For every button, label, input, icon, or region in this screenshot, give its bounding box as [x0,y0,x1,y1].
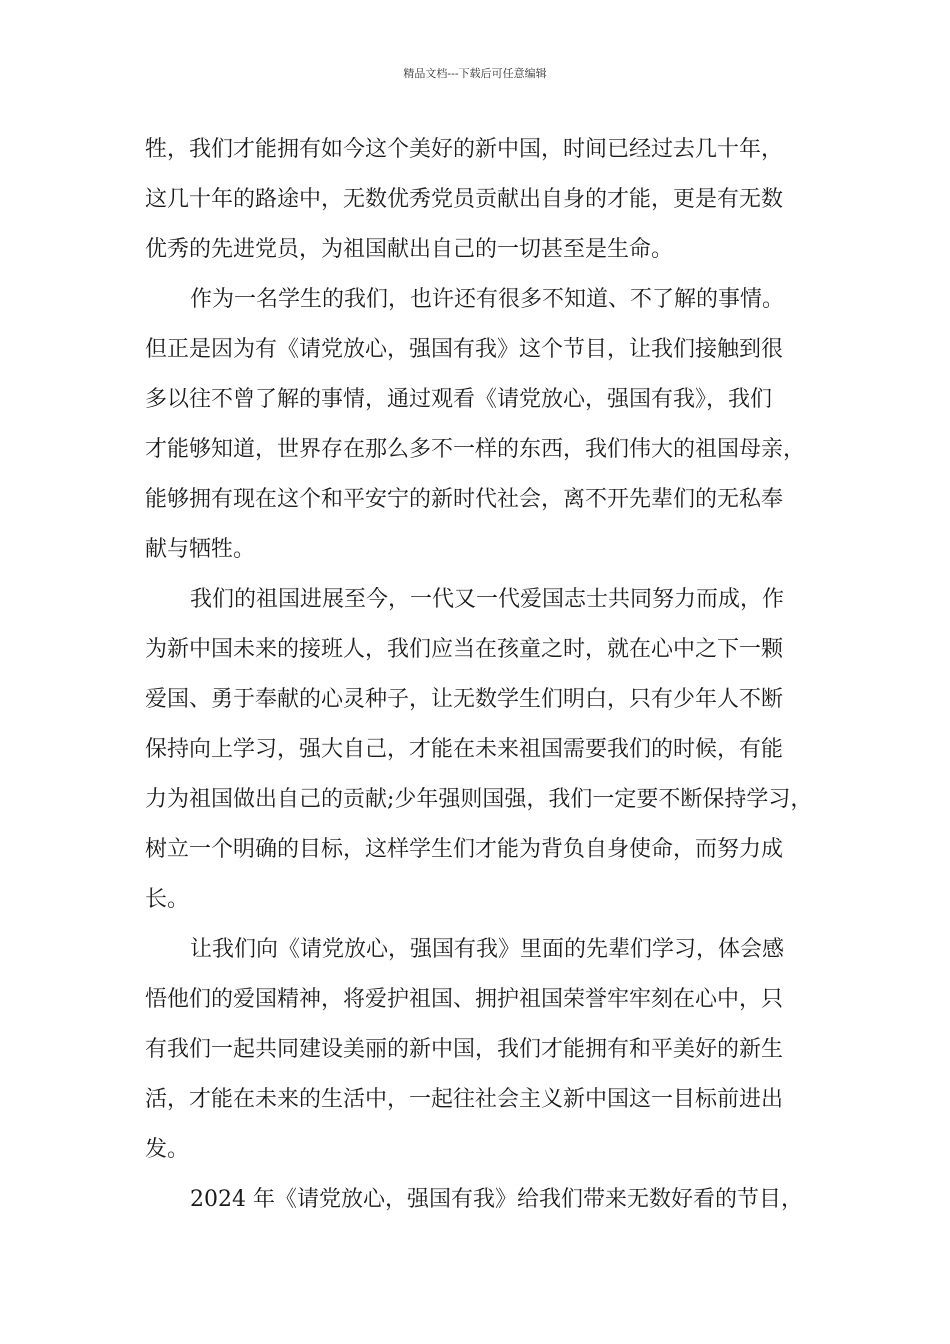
text-line: 活，才能在未来的生活中，一起往社会主义新中国这一目标前进出 [145,1087,784,1112]
paragraph-first-line: 作为一名学生的我们，也许还有很多不知道、不了解的事情。 [190,287,785,312]
paragraph-first-line: 让我们向《请党放心，强国有我》里面的先辈们学习，体会感 [190,937,785,962]
text-line: 多以往不曾了解的事情，通过观看《请党放心，强国有我》，我们 [145,387,773,412]
text-line: 发。 [145,1137,190,1162]
text-line: 爱国、勇于奉献的心灵种子，让无数学生们明白，只有少年人不断 [145,687,784,712]
text-line: 能够拥有现在这个和平安宁的新时代社会，离不开先辈们的无私奉 [145,487,784,512]
text-line: 长。 [145,887,190,912]
text-line: 为新中国未来的接班人，我们应当在孩童之时，就在心中之下一颗 [145,637,784,662]
paragraph-first-line: 2024 年《请党放心，强国有我》给我们带来无数好看的节目， [190,1187,803,1212]
text-line: 树立一个明确的目标，这样学生们才能为背负自身使命，而努力成 [145,837,784,862]
paragraph-first-line: 我们的祖国进展至今，一代又一代爱国志士共同努力而成，作 [190,587,785,612]
text-line: 有我们一起共同建设美丽的新中国，我们才能拥有和平美好的新生 [145,1037,784,1062]
text-line: 牲，我们才能拥有如今这个美好的新中国，时间已经过去几十年， [145,137,784,162]
text-line: 保持向上学习，强大自己，才能在未来祖国需要我们的时候，有能 [145,737,784,762]
text-line: 力为祖国做出自己的贡献;少年强则国强，我们一定要不断保持学习， [145,787,813,812]
text-line: 献与牺牲。 [145,537,256,562]
text-line: 优秀的先进党员，为祖国献出自己的一切甚至是生命。 [145,237,674,262]
text-line: 这几十年的路途中，无数优秀党员贡献出自身的才能，更是有无数 [145,187,784,212]
page-header: 精品文档---下载后可任意编辑 [403,67,547,80]
text-line: 但正是因为有《请党放心，强国有我》这个节目，让我们接触到很 [145,337,784,362]
text-line: 才能够知道，世界存在那么多不一样的东西，我们伟大的祖国母亲， [145,437,806,462]
text-line: 悟他们的爱国精神，将爱护祖国、拥护祖国荣誉牢牢刻在心中，只 [145,987,784,1012]
